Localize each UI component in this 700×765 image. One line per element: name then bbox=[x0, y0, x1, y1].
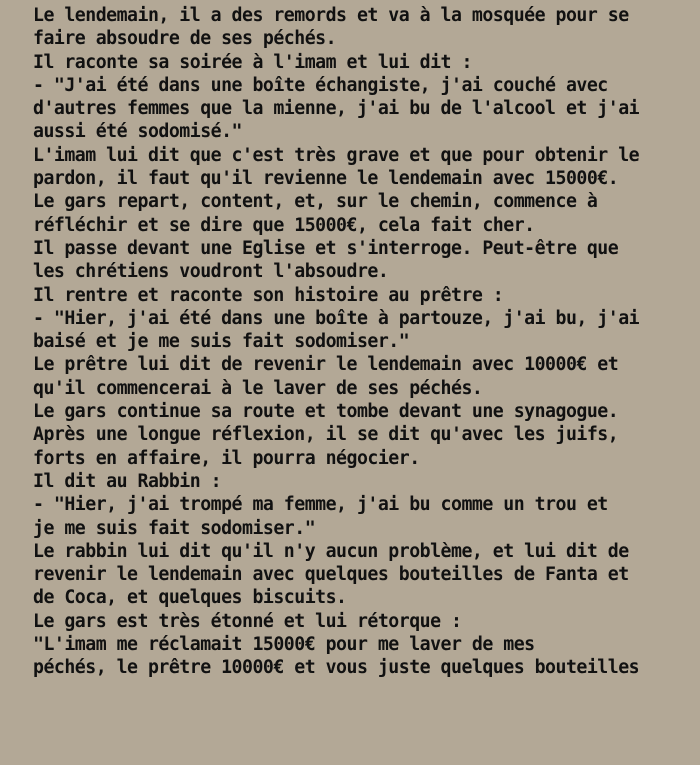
story-line: Le gars continue sa route et tombe devant une synagogue. bbox=[33, 401, 619, 423]
story-line: de Coca, et quelques biscuits. bbox=[33, 587, 347, 609]
story-line: Le gars repart, content, et, sur le chemin, commence à bbox=[33, 191, 598, 213]
story-line: Il dit au Rabbin : bbox=[33, 470, 222, 492]
story-line: faire absoudre de ses péchés. bbox=[33, 28, 337, 50]
story-line: Il rentre et raconte son histoire au prêtre : bbox=[33, 284, 504, 306]
story-line: L'imam lui dit que c'est très grave et que pour obtenir le bbox=[33, 144, 640, 166]
story-line: - "Hier, j'ai été dans une boîte à partouze, j'ai bu, j'ai bbox=[33, 307, 640, 329]
story-line: les chrétiens voudront l'absoudre. bbox=[33, 261, 389, 283]
story-line: pardon, il faut qu'il revienne le lendemain avec 15000€. bbox=[33, 168, 619, 190]
story-line: forts en affaire, il pourra négocier. bbox=[33, 447, 420, 469]
story-line: d'autres femmes que la mienne, j'ai bu de l'alcool et j'ai bbox=[33, 98, 640, 120]
story-line: je me suis fait sodomiser." bbox=[33, 517, 316, 539]
story-line: qu'il commencerai à le laver de ses péchés. bbox=[33, 377, 483, 399]
story-line: Le lendemain, il a des remords et va à la mosquée pour se bbox=[33, 5, 629, 26]
story-line: "L'imam me réclamait 15000€ pour me laver de mes bbox=[33, 634, 535, 656]
story-line: - "J'ai été dans une boîte échangiste, j'ai couché avec bbox=[33, 74, 608, 96]
story-line: aussi été sodomisé." bbox=[33, 121, 242, 143]
story-line: Il raconte sa soirée à l'imam et lui dit : bbox=[33, 51, 472, 73]
story-line: Le prêtre lui dit de revenir le lendemain avec 10000€ et bbox=[33, 354, 619, 376]
story-line: Après une longue réflexion, il se dit qu'avec les juifs, bbox=[33, 424, 619, 446]
story-line: Il passe devant une Eglise et s'interroge. Peut-être que bbox=[33, 237, 619, 259]
story-line: Le gars est très étonné et lui rétorque : bbox=[33, 610, 462, 632]
story-line: revenir le lendemain avec quelques bouteilles de Fanta et bbox=[33, 564, 629, 586]
story-line: - "Hier, j'ai trompé ma femme, j'ai bu comme un trou et bbox=[33, 494, 608, 516]
story-line: Le rabbin lui dit qu'il n'y aucun problème, et lui dit de bbox=[33, 540, 629, 562]
story-text bbox=[33, 4, 695, 680]
story-line: baisé et je me suis fait sodomiser." bbox=[33, 331, 410, 353]
story-line: réfléchir et se dire que 15000€, cela fait cher. bbox=[33, 214, 535, 236]
story-line: péchés, le prêtre 10000€ et vous juste quelques bouteilles bbox=[33, 657, 640, 679]
